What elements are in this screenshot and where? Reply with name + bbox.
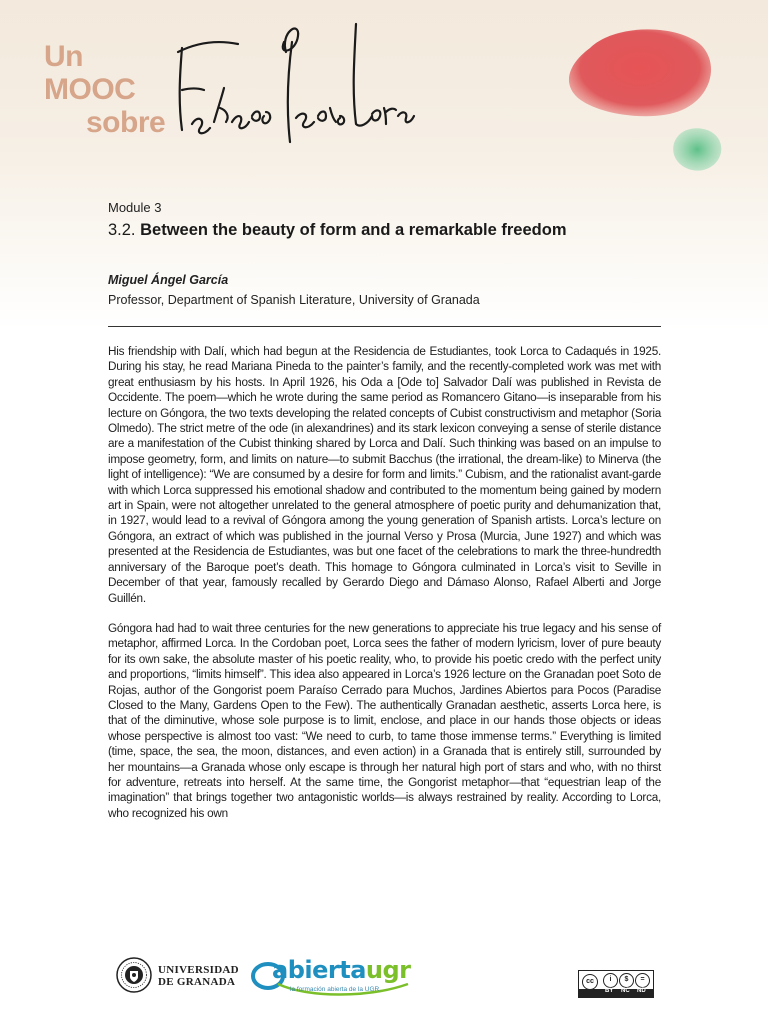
lorca-signature xyxy=(168,12,418,152)
cc-label-by: BY xyxy=(605,988,614,994)
abierta-wordmark xyxy=(272,956,411,984)
paragraph: His friendship with Dalí, which had begun at the Residencia de Estudiantes, took Lorca to Cadaqués in 1925. During his stay, he read Mariana Pineda to the painter’s family, and the recently-completed work was met with great enthusiasm by his hosts. In April 1926, his Oda a [Ode to] Salvador Dalí was published in Revista de Occidente. The poem—which he wrote during the same period as Romancero Gitano—is inseparable from his lecture on Góngora, the two texts developing the related concepts of Cubist constructivism and metaphor (Soria Olmedo). The strict metre of the ode (in alexandrines) and its stark lexicon conveying a sense of sterile distance are a manifestation of the Cubist thinking shared by Lorca and Dalí. Such thinking was based on an impulse to impose geometry, form, and limits on nature—to submit Bacchus (the irrational, the dream-like) to Minerva (the light of intelligence): “We are consumed by a desire for form and limits.” Cubism, and the rationalist avant-garde with which Lorca suppressed his emotional shadow and contributed to the momentum being gained by modern art in Spain, were not altogether unrelated to the general atmosphere of poetic purity and dehumanization that, in 1927, would lead to a revival of Góngora among the young generation of Spanish artists. Lorca’s lecture on Góngora, an extract of which was published in the journal Verso y Prosa (Murcia, June 1927) and which was presented at the Residencia de Estudiantes, was but one facet of the celebrations to mark the three-hundredth anniversary of the Baroque poet’s death. This homage to Góngora culminated in Lorca’s visit to Seville in December of that year, famously recalled by Gerardo Diego and Dámaso Alonso, Rafael Alberti and Jorge Guillén. xyxy=(108,345,661,605)
university-name-line1: UNIVERSIDAD xyxy=(158,964,239,976)
mooc-title xyxy=(44,40,174,139)
cc-label-nc: NC xyxy=(621,988,630,994)
section-title-text: Between the beauty of form and a remarkable freedom xyxy=(140,221,567,239)
cc-nd-icon: = xyxy=(635,973,650,988)
section-number: 3.2. xyxy=(108,221,136,239)
cc-nc-icon: $ xyxy=(619,973,634,988)
red-blot xyxy=(569,29,711,116)
mooc-title-line1: Un MOOC xyxy=(44,40,136,106)
abierta-tagline: la formación abierta de la UGR xyxy=(290,986,380,993)
green-blot xyxy=(673,128,721,170)
header-divider xyxy=(108,326,661,327)
abierta-main: abierta xyxy=(272,956,366,984)
university-name xyxy=(158,964,239,988)
cc-label-nd: ND xyxy=(637,988,646,994)
cc-icon: cc xyxy=(582,974,598,990)
author-role: Professor, Department of Spanish Literature, University of Granada xyxy=(108,293,480,307)
university-name-line2: DE GRANADA xyxy=(158,976,236,988)
cc-by-icon: i xyxy=(603,973,618,988)
section-title xyxy=(108,221,567,240)
module-label: Module 3 xyxy=(108,200,162,215)
author-name: Miguel Ángel García xyxy=(108,273,229,287)
article-body xyxy=(108,344,661,836)
cc-label-bar xyxy=(579,989,653,997)
abierta-accent: ugr xyxy=(365,956,411,984)
footer xyxy=(0,950,768,1010)
mooc-title-line2: sobre xyxy=(86,106,166,139)
paragraph: Góngora had had to wait three centuries for the new generations to appreciate his true legacy and his sense of metaphor, affirmed Lorca. In the Cordoban poet, Lorca sees the father of modern lyricism, lover of pure beauty for its own sake, the absolute master of his poetic reality, who, to provide his poetic credo with the perfect unity and proportions, “limits himself”. This idea also appeared in Lorca’s 1926 lecture on the Granadan poet Soto de Rojas, author of the Gongorist poem Paraíso Cerrado para Muchos, Jardines Abiertos para Pocos (Paradise Closed to the Many, Gardens Open to the Few). The authentically Granadan aesthetic, asserts Lorca here, is that of the diminutive, whose sole purpose is to limit, enclose, and place in our hands those objects or ideas whose perspective is almost too vast: “We need to curb, to tame those immense terms.” Everything is limited (time, space, the sea, the moon, distances, and even action) in a Granada that is entirely still, surrounded by her mountains—a Granada whose only escape is through her natural high port of stars and who, with no thirst for adventure, retreats into herself. At the same time, the Gongorist metaphor—that “equestrian leap of the imagination” that brings together two antagonistic worlds—is always restrained by reality. According to Lorca, who recognized his own xyxy=(108,621,661,820)
watercolor-blots xyxy=(560,18,730,188)
cc-by-nc-nd-icon xyxy=(578,970,654,998)
university-seal-icon xyxy=(116,957,152,993)
